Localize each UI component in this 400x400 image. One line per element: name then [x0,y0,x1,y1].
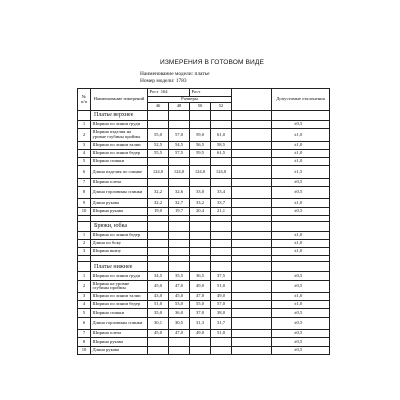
table-row [78,186,330,199]
size-value: 49,0 [211,293,232,301]
size-value: 31,7 [211,317,232,330]
size-value: 35,5 [169,272,190,280]
size-value: 51,0 [148,301,169,309]
table-row [78,121,330,129]
tolerance-value: ±0,5 [272,338,330,346]
measurement-name: Ширина рукава [91,207,148,215]
table-row [78,231,330,239]
size-value [211,158,232,166]
measurement-name: Ширина внизу [91,248,148,256]
tolerance-value: ±0,5 [272,280,330,293]
empty-cell [211,111,232,121]
empty-cell [232,280,272,293]
table-row [78,149,330,157]
size-value: 35,0 [148,309,169,317]
size-value: 36,0 [169,309,190,317]
size-value: 43,0 [148,293,169,301]
section-title: Платье нижнее [91,262,148,272]
empty-cell [232,346,272,354]
measurement-name: Ширина спинки [91,309,148,317]
table-row [78,293,330,301]
size-value [211,231,232,239]
size-value: 32,2 [148,186,169,199]
size-value [211,240,232,248]
table-row [78,338,330,346]
empty-cell [232,272,272,280]
size-value: 59,5 [190,149,211,157]
size-value: 33,7 [211,199,232,207]
row-number: 2 [78,280,91,293]
tolerance-value: ±1,0 [272,141,330,149]
size-value [190,178,211,186]
size-value: 32,7 [169,199,190,207]
tolerance-value: ±0,5 [272,186,330,199]
table-row [78,141,330,149]
size-value [169,338,190,346]
empty-cell [169,221,190,231]
size-value: 30,1 [148,317,169,330]
model-name-line: Наименование модели: платье [140,71,210,77]
header-size-50: 50 [190,103,211,111]
page-title: ИЗМЕРЕНИЯ В ГОТОВОМ ВИДЕ [160,59,264,66]
tolerance-value: ±1,0 [272,301,330,309]
row-number: 2 [78,240,91,248]
header-size-48: 48 [169,103,190,111]
tolerance-value: ±0,5 [272,272,330,280]
size-value: 45,0 [148,330,169,338]
empty-cell [232,338,272,346]
section-title: Платье верхнее [91,111,148,121]
row-number: 3 [78,293,91,301]
size-value [148,240,169,248]
measurement-name: Ширина изделия на уровне глубины проймы [91,129,148,142]
empty-cell [232,240,272,248]
table-row [78,207,330,215]
size-value [169,178,190,186]
row-number: 1 [78,121,91,129]
empty-cell [169,111,190,121]
table-row [78,272,330,280]
row-number: 8 [78,338,91,346]
size-value: 51,0 [211,330,232,338]
size-value: 59,0 [190,129,211,142]
size-value: 32,2 [148,199,169,207]
table-row [78,158,330,166]
size-value: 19,7 [169,207,190,215]
header-height-value: 164 [160,89,168,95]
size-value: 20,4 [190,207,211,215]
size-value: 57,0 [169,129,190,142]
row-number: 2 [78,129,91,142]
size-value [211,121,232,129]
row-number: 7 [78,178,91,186]
size-value: 124,0 [148,166,169,179]
measurements-table [77,88,330,355]
measurement-name: Ширина по линии бедер [91,301,148,309]
row-number: 10 [78,207,91,215]
empty-cell [190,262,211,272]
table-row [78,309,330,317]
size-value: 57,5 [169,149,190,157]
size-value: 124,0 [211,166,232,179]
row-number: 1 [78,231,91,239]
tolerance-value: ±1,0 [272,248,330,256]
table-row [78,248,330,256]
empty-cell [272,262,330,272]
header-size-46: 46 [148,103,169,111]
measurement-name: Длина изделия по спинке [91,166,148,179]
size-value [190,158,211,166]
size-value: 37,0 [190,309,211,317]
empty-cell [232,166,272,179]
empty-cell [190,221,211,231]
row-number: 8 [78,186,91,199]
measurement-name: Ширина по линии груди [91,121,148,129]
row-number: 6 [78,317,91,330]
size-value: 32,6 [169,186,190,199]
measurement-name: Длина горловины спинки [91,186,148,199]
size-value [190,240,211,248]
table-row [78,346,330,354]
size-value [190,248,211,256]
tolerance-value: ±1,0 [272,231,330,239]
size-value: 33,2 [190,199,211,207]
size-value: 36,5 [190,272,211,280]
measurement-name: Ширина по линии талии [91,293,148,301]
size-value [169,240,190,248]
row-number: 10 [78,346,91,354]
section-header-row [78,111,330,121]
size-value: 54,5 [169,141,190,149]
size-value [190,231,211,239]
empty-cell [232,149,272,157]
tolerance-value: ±1,0 [272,158,330,166]
empty-cell [148,262,169,272]
empty-cell [232,301,272,309]
section-header-row [78,262,330,272]
empty-cell [232,207,272,215]
size-value: 53,0 [169,301,190,309]
empty-cell [232,221,272,231]
row-number: 4 [78,301,91,309]
header-spacer [232,89,272,111]
table-body [78,111,330,355]
size-value: 49,0 [190,330,211,338]
header-tolerance: Допустимые отклонения [272,89,330,111]
empty-cell [78,262,91,272]
size-value: 21,1 [211,207,232,215]
size-value: 58,5 [211,141,232,149]
measurement-name: Длина рукава [91,199,148,207]
empty-cell [232,262,272,272]
measurement-name: Ширина по линии талии [91,141,148,149]
table-row [78,166,330,179]
empty-cell [169,262,190,272]
header-size-52: 52 [211,103,232,111]
tolerance-value: ±0,5 [272,330,330,338]
empty-cell [232,317,272,330]
empty-cell [211,262,232,272]
size-value: 124,0 [190,166,211,179]
tolerance-value: ±1,0 [272,129,330,142]
table-row [78,199,330,207]
empty-cell [211,221,232,231]
size-value: 61,0 [211,129,232,142]
tolerance-value: ±0,5 [272,207,330,215]
measurement-name: Ширина спинки [91,158,148,166]
size-value [148,248,169,256]
model-number-line: Номер модели: 1783 [140,78,187,84]
size-value: 52,5 [148,141,169,149]
size-value: 57,0 [211,301,232,309]
tolerance-value: ±0,5 [272,317,330,330]
header-height-label: Рост [149,89,159,95]
size-value [169,346,190,354]
row-number: 5 [78,309,91,317]
empty-cell [232,129,272,142]
measurement-name: Длина по боку [91,240,148,248]
empty-cell [272,111,330,121]
size-value [211,338,232,346]
size-value: 33,4 [211,186,232,199]
row-number: 1 [78,272,91,280]
size-value [211,346,232,354]
measurement-name: Длина рукава [91,346,148,354]
size-value [169,121,190,129]
size-value: 55,0 [148,129,169,142]
measurement-name: Ширина рукава [91,338,148,346]
empty-cell [232,293,272,301]
table-row [78,330,330,338]
size-value: 37,5 [211,272,232,280]
size-value: 124,0 [169,166,190,179]
measurement-name: Ширина по линии груди [91,272,148,280]
size-value: 30,5 [169,317,190,330]
size-value: 55,0 [190,301,211,309]
size-value: 56,5 [190,141,211,149]
tolerance-value: ±0,5 [272,309,330,317]
row-number: 3 [78,248,91,256]
section-header-row [78,221,330,231]
empty-cell [232,141,272,149]
row-number: 4 [78,149,91,157]
empty-cell [148,221,169,231]
empty-cell [78,111,91,121]
tolerance-value: ±1,0 [272,199,330,207]
empty-cell [272,221,330,231]
size-value: 51,0 [211,280,232,293]
size-value: 34,5 [148,272,169,280]
measurement-name: Ширина плеча [91,330,148,338]
header-num: № п/п [78,89,91,111]
size-value: 49,0 [190,280,211,293]
tolerance-value: ±1,0 [272,149,330,157]
header-name: Наименование измерений [91,89,148,111]
size-value [190,346,211,354]
empty-cell [232,231,272,239]
header-sizes-label: Размеры [148,97,232,103]
tolerance-value: ±0,5 [272,121,330,129]
empty-cell [232,199,272,207]
empty-cell [232,158,272,166]
table-row [78,301,330,309]
empty-cell [78,221,91,231]
size-value: 47,0 [169,280,190,293]
size-value [211,178,232,186]
empty-cell [232,186,272,199]
size-value [190,121,211,129]
size-value: 19,0 [148,207,169,215]
empty-cell [232,330,272,338]
size-value: 38,0 [211,309,232,317]
table-row [78,129,330,142]
empty-cell [232,248,272,256]
size-value: 47,0 [169,330,190,338]
empty-cell [232,309,272,317]
size-value [148,346,169,354]
table-row [78,317,330,330]
size-value: 45,0 [169,293,190,301]
size-value: 61,5 [211,149,232,157]
size-value [190,338,211,346]
tolerance-value: ±1,5 [272,166,330,179]
size-value [148,231,169,239]
measurement-name: Ширина плеча [91,178,148,186]
size-value: 47,0 [190,293,211,301]
section-title: Брюки, юбка [91,221,148,231]
table-row [78,240,330,248]
header-height [148,89,190,97]
measurement-name: Ширина на уровне глубины проймы [91,280,148,293]
measurement-name: Ширина по линии бедер [91,231,148,239]
row-number: 3 [78,141,91,149]
size-value [148,158,169,166]
measurement-name: Ширина по линии бедер [91,149,148,157]
size-value [148,121,169,129]
row-number: 6 [78,166,91,179]
empty-cell [232,111,272,121]
empty-cell [232,178,272,186]
table-row [78,178,330,186]
row-number: 5 [78,158,91,166]
empty-cell [190,111,211,121]
empty-cell [148,111,169,121]
size-value [169,248,190,256]
size-value: 45,0 [148,280,169,293]
size-value [169,158,190,166]
table-row [78,280,330,293]
header-height-2: Рост [190,89,232,97]
empty-cell [232,121,272,129]
row-number: 7 [78,330,91,338]
tolerance-value: ±1,0 [272,240,330,248]
tolerance-value: ±0,5 [272,178,330,186]
size-value [169,231,190,239]
measurement-name: Длина горловины спинки [91,317,148,330]
size-value: 31,3 [190,317,211,330]
size-value: 33,0 [190,186,211,199]
size-value [148,338,169,346]
size-value [211,248,232,256]
tolerance-value: ±1,0 [272,293,330,301]
tolerance-value: ±0,5 [272,346,330,354]
header-row-1 [78,89,330,97]
size-value [148,178,169,186]
size-value: 55,5 [148,149,169,157]
row-number: 9 [78,199,91,207]
